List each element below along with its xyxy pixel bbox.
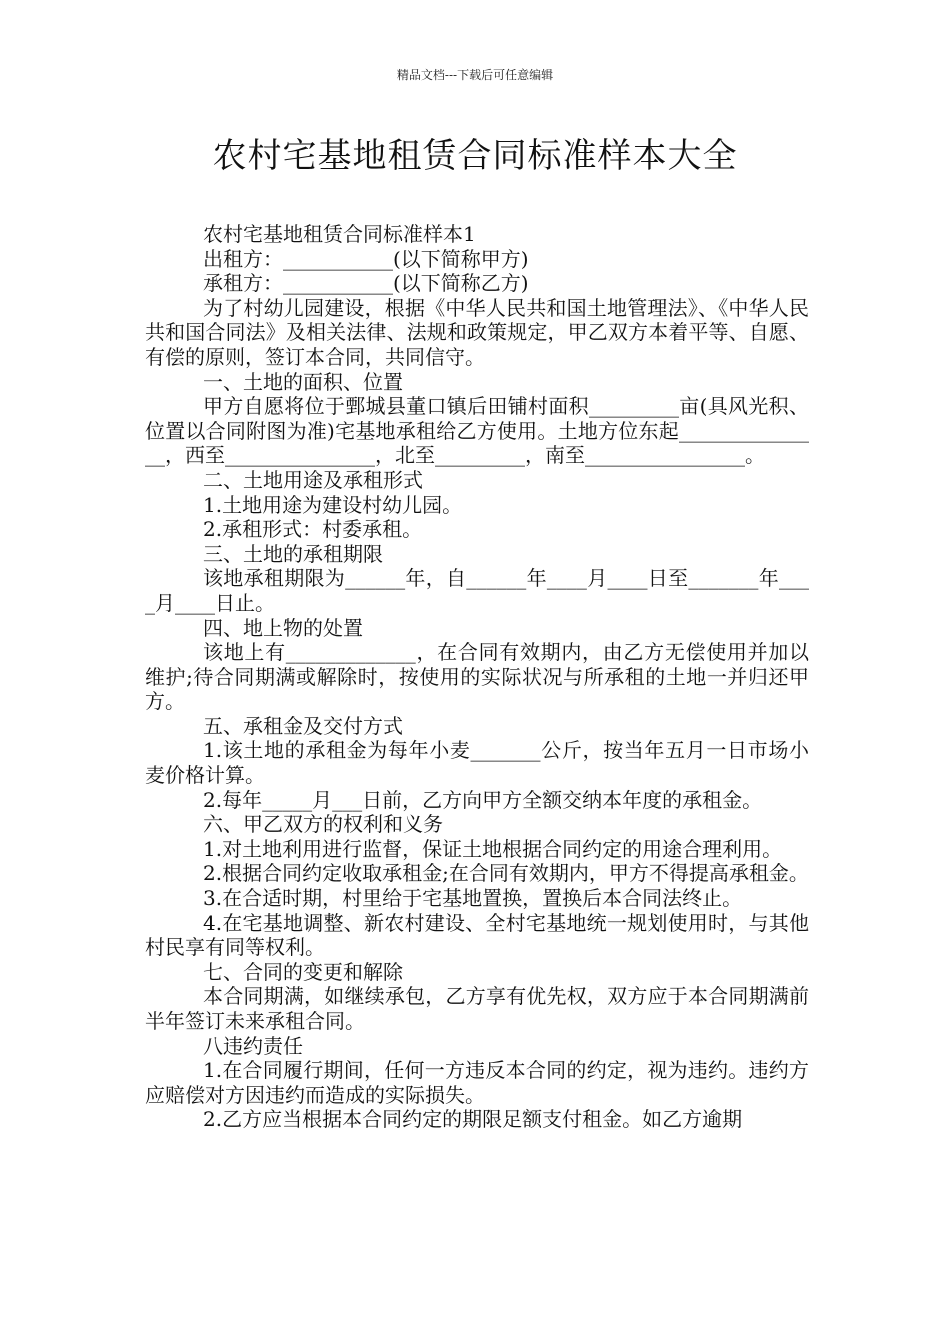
paragraph-subtitle: 农村宅基地租赁合同标准样本1 [203, 222, 476, 246]
paragraph-lessee: 承租方：___________(以下简称乙方) [203, 271, 529, 296]
paragraph-body: 该地承租期限为______年，自______年____月____日至_______年____月____日止。 [145, 566, 809, 615]
paragraph-body: 2.根据合同约定收取承租金;在合同有效期内，甲方不得提高承租金。 [203, 861, 809, 886]
paragraph-body: 本合同期满，如继续承包，乙方享有优先权，双方应于本合同期满前半年签订未来承租合同。 [145, 984, 809, 1033]
section-heading: 五、承租金及交付方式 [203, 713, 403, 738]
paragraph-body: 4.在宅基地调整、新农村建设、全村宅基地统一规划使用时，与其他村民享有同等权利。 [145, 910, 809, 960]
document-title: 农村宅基地租赁合同标准样本大全 [212, 136, 738, 176]
section-heading: 一、土地的面积、位置 [203, 369, 403, 394]
section-heading: 二、土地用途及承租形式 [203, 467, 423, 492]
paragraph-body: 1.在合同履行期间，任何一方违反本合同的约定，视为违约。违约方应赔偿对方因违约而造成的实际损失。 [145, 1058, 809, 1107]
paragraph-body: 该地上有_____________，在合同有效期内，由乙方无偿使用并加以维护;待合同期满或解除时，按使用的实际状况与所承租的土地一并归还甲方。 [145, 640, 809, 714]
section-heading: 七、合同的变更和解除 [203, 959, 403, 984]
paragraph-body: 1.土地用途为建设村幼儿园。 [203, 492, 463, 517]
section-heading: 八违约责任 [203, 1033, 303, 1058]
paragraph-body: 2.乙方应当根据本合同约定的期限足额支付租金。如乙方逾期 [203, 1107, 743, 1132]
paragraph-body: 1.对土地利用进行监督，保证土地根据合同约定的用途合理利用。 [203, 836, 783, 861]
paragraph-body: 1.该土地的承租金为每年小麦_______公斤，按当年五月一日市场小麦价格计算。 [145, 738, 809, 788]
paragraph-body: 2.每年_____月___日前，乙方向甲方全额交纳本年度的承租金。 [203, 787, 763, 812]
paragraph-body: 2.承租形式：村委承租。 [203, 517, 423, 542]
header-note: 精品文档---下载后可任意编辑 [396, 68, 554, 82]
section-heading: 四、地上物的处置 [203, 615, 363, 640]
section-heading: 三、土地的承租期限 [203, 541, 383, 566]
section-heading: 六、甲乙双方的权利和义务 [203, 812, 443, 837]
paragraph-lessor: 出租方：___________(以下简称甲方) [203, 246, 529, 271]
document-body [145, 222, 809, 1132]
paragraph-body: 甲方自愿将位于鄄城县董口镇后田铺村面积_________亩(具风光积、位置以合同附图为准)宅基地承租给乙方使用。土地方位东起_______________，西至_______________，北至_________，南至________________。 [145, 394, 809, 468]
paragraph-preamble: 为了村幼儿园建设，根据《中华人民共和国土地管理法》、《中华人民共和国合同法》及相关法律、法规和政策规定，甲乙双方本着平等、自愿、有偿的原则，签订本合同，共同信守。 [145, 295, 809, 369]
paragraph-body: 3.在合适时期，村里给于宅基地置换，置换后本合同法终止。 [203, 886, 743, 911]
